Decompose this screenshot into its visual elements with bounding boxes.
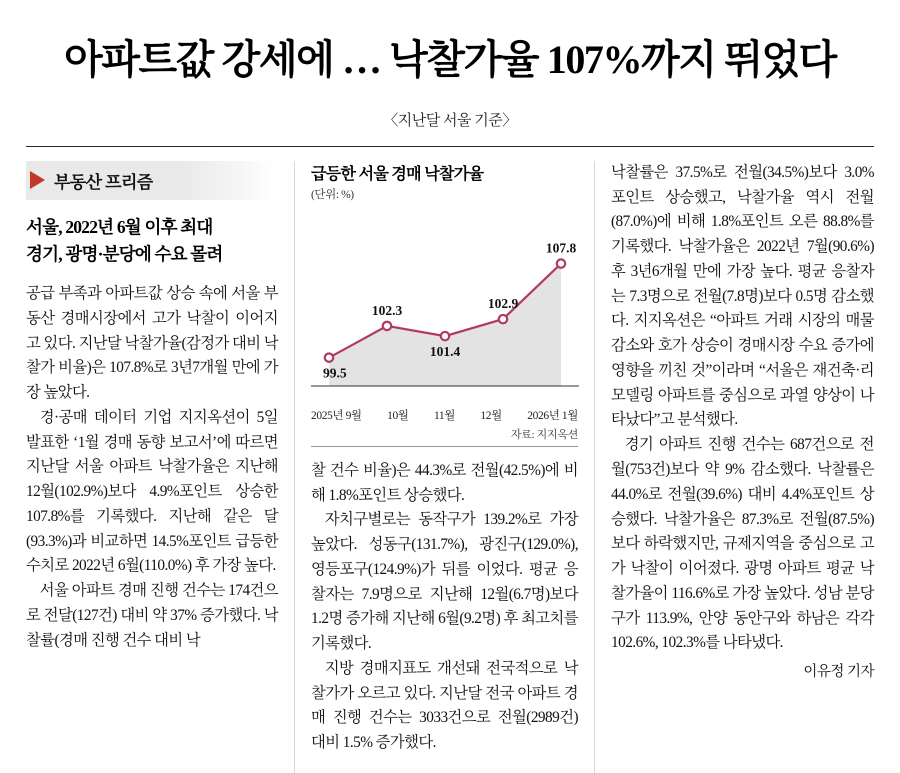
paragraph: 지방 경매지표도 개선돼 전국적으로 낙찰가가 오르고 있다. 지난달 전국 아파트 경매 진행 건수는 3033건으로 전월(2989건) 대비 1.5% 증가했다.	[311, 659, 578, 752]
x-tick-label: 2025년 9월	[311, 409, 362, 422]
chart-unit-label: (단위: %)	[311, 188, 354, 201]
deck-line-2: 경기, 광명·분당에 수요 몰려	[26, 243, 223, 264]
subheadline: 〈지난달 서울 기준〉	[383, 112, 517, 129]
paragraph: 낙찰률은 37.5%로 전월(34.5%)보다 3.0%포인트 상승했고, 낙찰가율 역시 전월(87.0%)에 비해 1.8%포인트 오른 88.8%를 기록했다. 낙찰가율은 2022년 7월(90.6%) 후 3년6개월 만에 가장 높다. 평균 응찰자는 7.3명으로 전월(7.8명)보다 0.5명 감소했다. 지지옥션은 “아파트 거래 시장의 매물 감소와 호가 상승이 경매시장 수요 증가에 영향을 끼친 것”이라며 “서울은 재건축·리모델링 아파트를 중심으로 과열 양상이 나타났다”고 분석했다.	[611, 163, 874, 429]
byline: 이유정 기자	[803, 664, 874, 681]
chart-data-point	[325, 353, 333, 361]
body-left	[26, 282, 278, 653]
chart-point-label: 102.3	[371, 302, 403, 318]
x-tick-label: 12월	[480, 409, 502, 422]
chart-source: 자료: 지지옥션	[510, 428, 578, 441]
chart-figure	[311, 161, 578, 447]
column-right	[594, 161, 874, 773]
paragraph: 찰 건수 비율)은 44.3%로 전월(42.5%)에 비해 1.8%포인트 상승했다.	[311, 461, 578, 504]
chart-point-label: 101.4	[429, 343, 461, 359]
chart-point-label: 102.9	[487, 295, 519, 311]
triangle-right-icon	[30, 171, 45, 189]
kicker-label: 부동산 프리즘	[54, 172, 153, 192]
chart-area-fill	[329, 263, 561, 385]
body-middle	[311, 459, 578, 756]
paragraph: 경기 아파트 진행 건수는 687건으로 전월(753건)보다 약 9% 감소했다. 낙찰률은 44.0%로 전월(39.6%) 대비 4.4%포인트 상승했다. 낙찰가율은 87.3%로 전월(87.5%)보다 하락했지만, 규제지역을 중심으로 고가 낙찰이 이어졌다. 광명 아파트 평균 낙찰가율이 116.6%로 가장 높았다. 성남 분당구가 113.9%, 안양 동안구와 하남은 각각 102.6%, 102.3%를 나타냈다.	[611, 436, 874, 652]
article-deck	[26, 214, 278, 268]
chart-title: 급등한 서울 경매 낙찰가율	[311, 165, 484, 183]
paragraph: 경·공매 데이터 기업 지지옥션이 5일 발표한 ‘1월 경매 동향 보고서’에 따르면 지난달 서울 아파트 낙찰가율은 지난해 12월(102.9%)보다 4.9%포인트 상승한 107.8%를 기록했다. 지난해 같은 달(93.3%)과 비교하면 14.5%포인트 급등한 수치로 2022년 6월(110.0%) 후 가장 높다.	[26, 408, 278, 575]
paragraph: 서울 아파트 경매 진행 건수는 174건으로 전달(127건) 대비 약 37% 증가했다. 낙찰률(경매 진행 건수 대비 낙	[26, 582, 278, 649]
header-divider	[26, 146, 874, 147]
column-left	[26, 161, 294, 773]
column-middle	[294, 161, 594, 773]
chart-data-point	[383, 322, 391, 330]
x-tick-label: 2026년 1월	[527, 409, 578, 422]
article-columns	[26, 161, 874, 773]
chart-point-label: 99.5	[323, 365, 347, 381]
deck-line-1: 서울, 2022년 6월 이후 최대	[26, 216, 213, 237]
chart-data-point	[441, 332, 449, 340]
page-title: 아파트값 강세에 … 낙찰가율 107%까지 뛰었다	[64, 37, 836, 82]
chart-point-label: 107.8	[545, 240, 577, 256]
chart-data-point	[499, 315, 507, 323]
section-kicker	[26, 161, 278, 200]
body-right	[611, 161, 874, 656]
chart-divider	[311, 446, 578, 447]
line-chart-svg	[311, 204, 579, 404]
chart-plot-area	[311, 204, 579, 404]
x-tick-label: 10월	[387, 409, 409, 422]
chart-x-axis-labels	[311, 404, 578, 423]
x-tick-label: 11월	[433, 409, 455, 422]
chart-data-point	[557, 259, 565, 267]
paragraph: 공급 부족과 아파트값 상승 속에 서울 부동산 경매시장에서 고가 낙찰이 이어지고 있다. 지난달 낙찰가율(감정가 대비 낙찰가 비율)은 107.8%로 3년7개월 만에 가장 높았다.	[26, 285, 278, 402]
paragraph: 자치구별로는 동작구가 139.2%로 가장 높았다. 성동구(131.7%), 광진구(129.0%), 영등포구(124.9%)가 뒤를 이었다. 평균 응찰자는 7.9명으로 지난해 12월(6.7명)보다 1.2명 증가해 지난해 6월(9.2명) 후 최고치를 기록했다.	[311, 511, 578, 653]
